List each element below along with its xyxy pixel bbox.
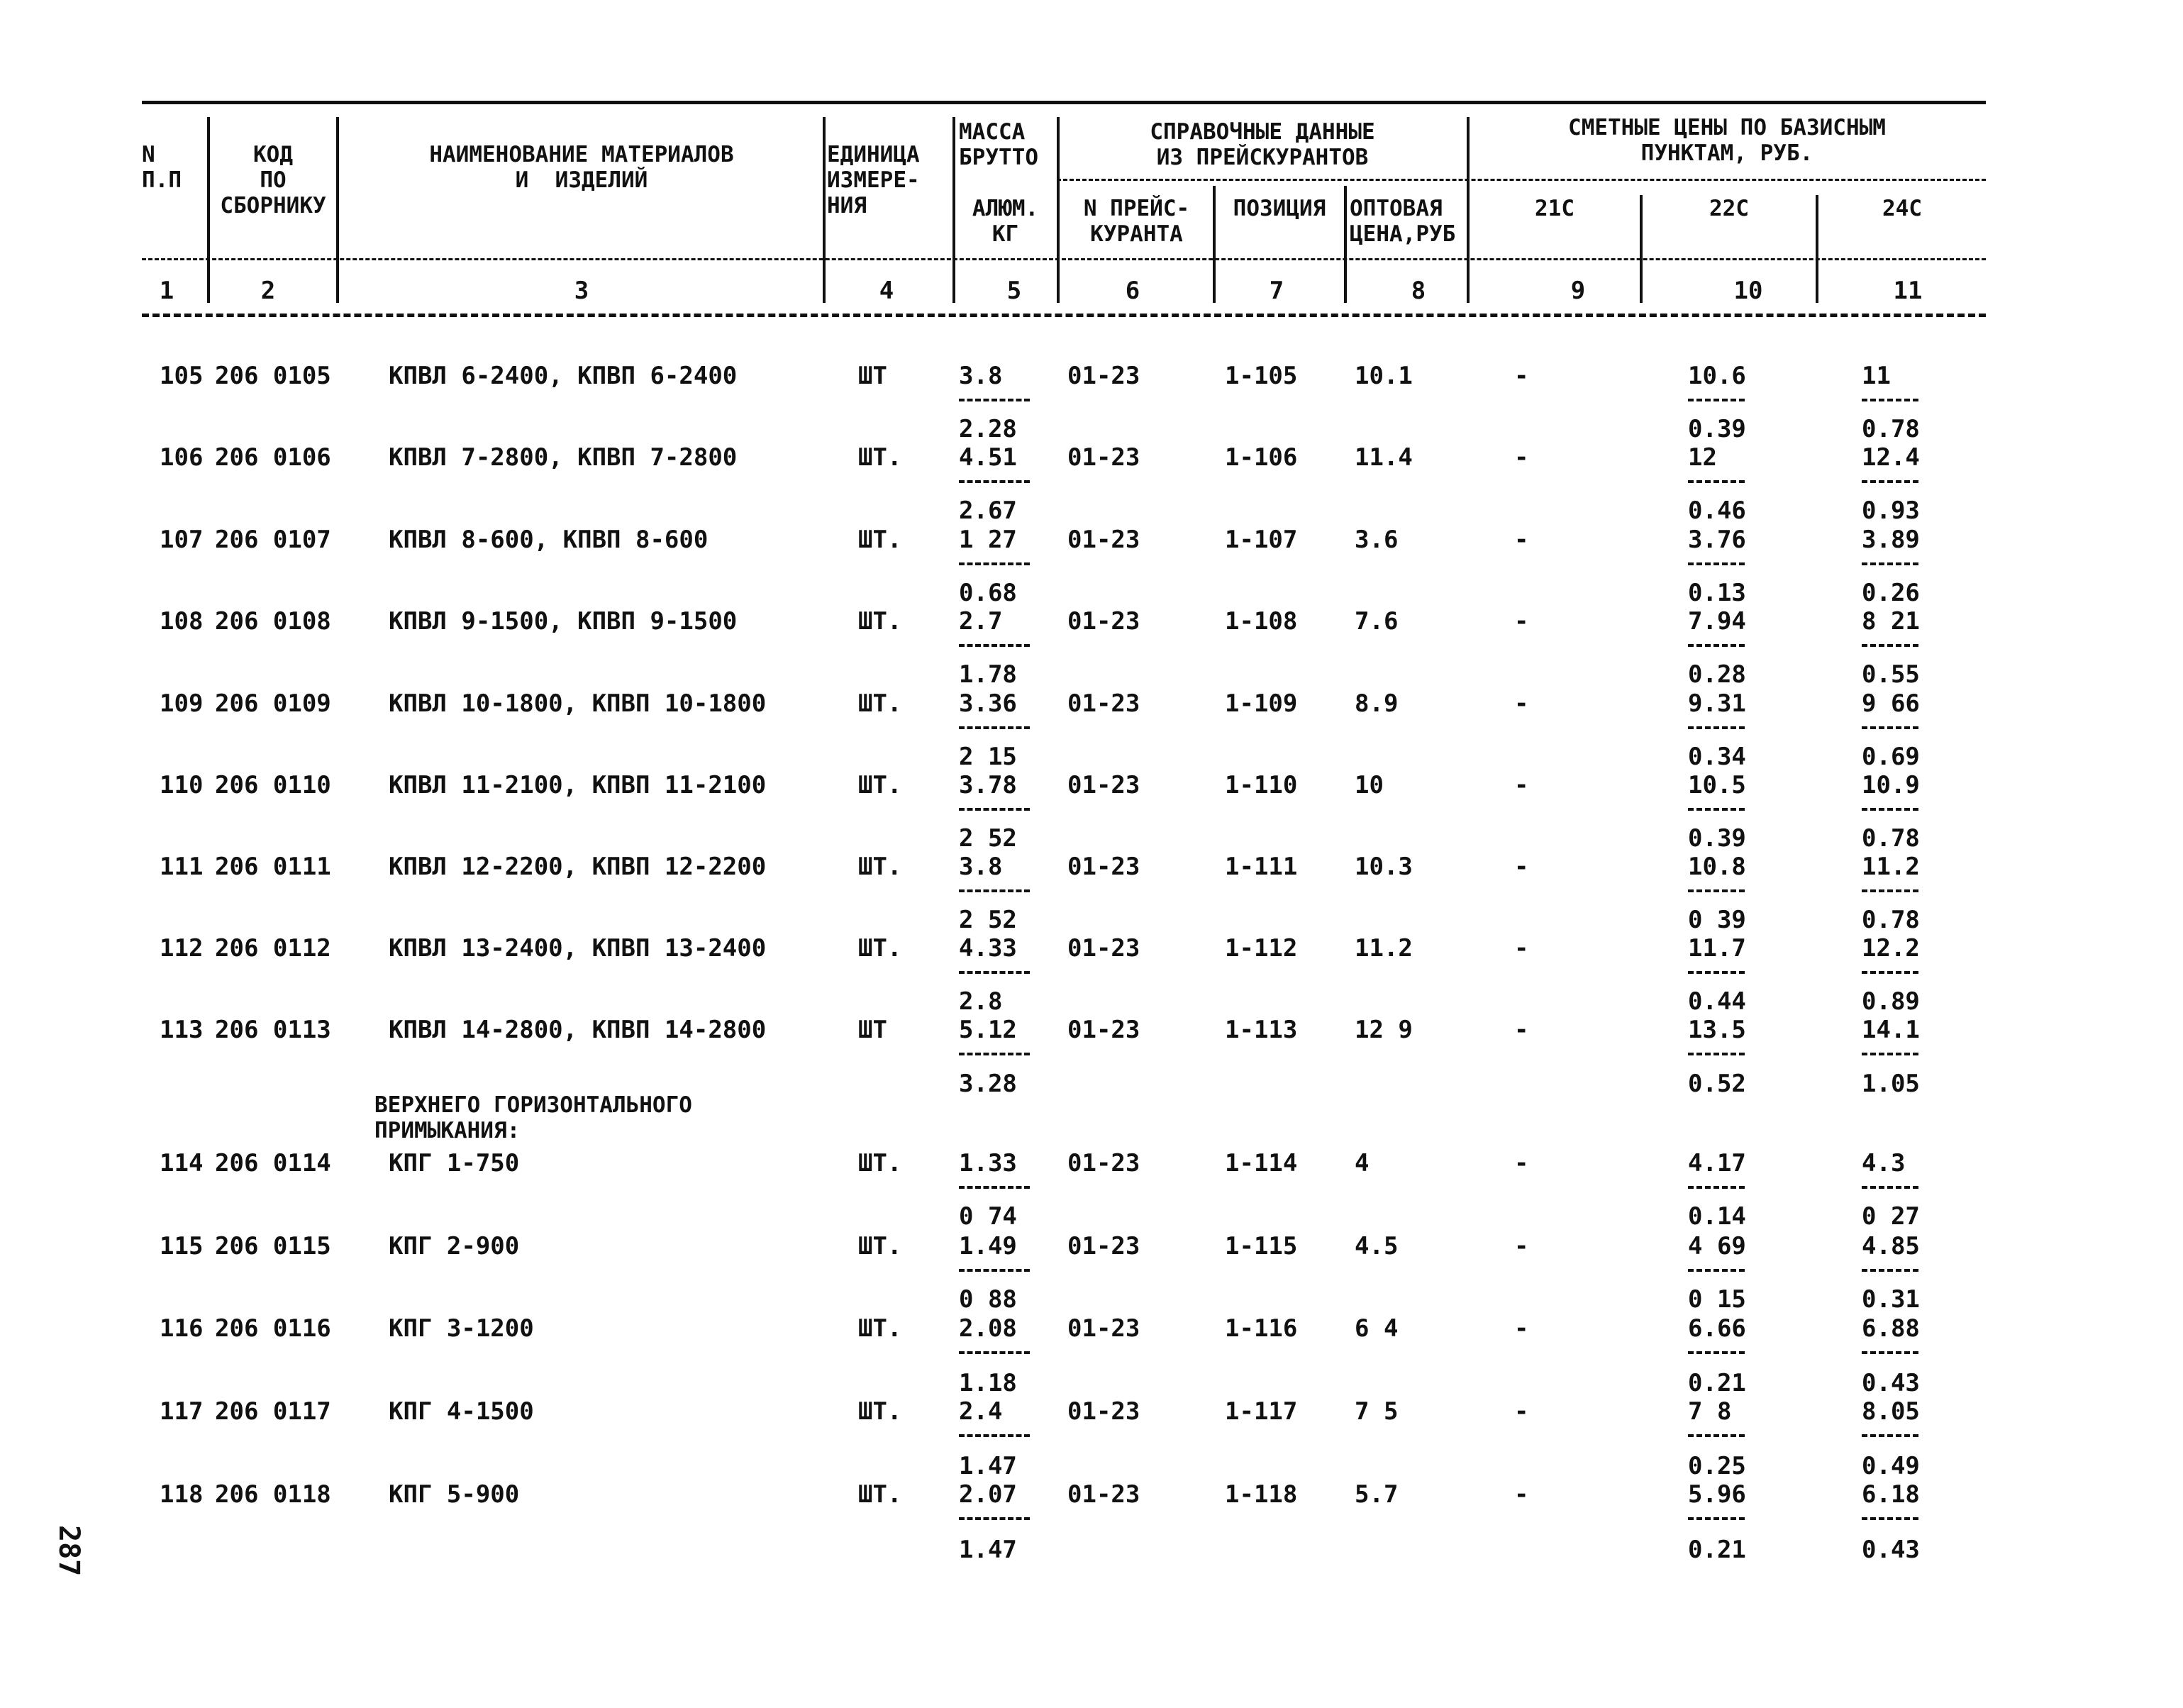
row-code: 206 0108 — [215, 607, 331, 636]
row-code: 206 0112 — [215, 934, 331, 963]
fraction-divider — [1688, 889, 1745, 892]
row-unit: ШТ. — [858, 526, 902, 554]
row-price-22c: 4 69 — [1688, 1232, 1746, 1260]
header-divider — [336, 117, 339, 303]
row-mass: 1.33 — [959, 1149, 1017, 1177]
row-wholesale-price: 11.2 — [1355, 934, 1413, 963]
row-price-21c: - — [1514, 1149, 1529, 1177]
header-group-prices: СМЕТНЫЕ ЦЕНЫ ПО БАЗИСНЫМ ПУНКТАМ, РУБ. — [1568, 115, 1886, 166]
sub-price-24c: 1.05 — [1862, 1070, 1920, 1098]
section-title: ВЕРХНЕГО ГОРИЗОНТАЛЬНОГО ПРИМЫКАНИЯ: — [374, 1092, 692, 1143]
fraction-divider — [1862, 1351, 1918, 1354]
row-price-list: 01-23 — [1067, 934, 1140, 963]
fraction-divider — [1862, 562, 1918, 565]
sub-price-22c: 0.34 — [1688, 743, 1746, 771]
row-mass: 1 27 — [959, 526, 1017, 554]
fraction-divider — [1862, 480, 1918, 483]
row-code: 206 0116 — [215, 1314, 331, 1343]
row-unit: ШТ. — [858, 853, 902, 881]
fraction-divider — [959, 644, 1030, 647]
row-mass: 1.49 — [959, 1232, 1017, 1260]
fraction-divider — [1862, 644, 1918, 647]
row-number: 115 — [160, 1232, 204, 1260]
row-number: 108 — [160, 607, 204, 636]
column-number: 7 — [1269, 277, 1284, 305]
row-price-list: 01-23 — [1067, 526, 1140, 554]
header-col-unit: ЕДИНИЦА ИЗМЕРЕ- НИЯ — [827, 142, 920, 218]
fraction-divider — [959, 399, 1030, 401]
row-material-name: КПГ 4-1500 — [389, 1397, 534, 1426]
row-number: 106 — [160, 443, 204, 472]
row-price-22c: 3.76 — [1688, 526, 1746, 554]
fraction-divider — [1688, 726, 1745, 729]
sub-mass: 0.68 — [959, 579, 1017, 607]
row-mass: 2.7 — [959, 607, 1003, 636]
row-number: 118 — [160, 1480, 204, 1509]
row-mass: 2.4 — [959, 1397, 1003, 1426]
sub-price-22c: 0 15 — [1688, 1285, 1746, 1314]
fraction-divider — [959, 1434, 1030, 1437]
sub-price-22c: 0.39 — [1688, 415, 1746, 443]
row-price-list: 01-23 — [1067, 1016, 1140, 1044]
sub-mass: 2.67 — [959, 497, 1017, 525]
row-price-22c: 7.94 — [1688, 607, 1746, 636]
row-mass: 3.8 — [959, 362, 1003, 390]
row-material-name: КПГ 2-900 — [389, 1232, 520, 1260]
fraction-divider — [959, 1351, 1030, 1354]
sub-price-24c: 0.78 — [1862, 824, 1920, 853]
row-price-24c: 4.85 — [1862, 1232, 1920, 1260]
header-col-position: ПОЗИЦИЯ — [1233, 196, 1326, 221]
row-price-24c: 12.2 — [1862, 934, 1920, 963]
row-number: 109 — [160, 689, 204, 718]
row-price-22c: 10.6 — [1688, 362, 1746, 390]
row-unit: ШТ. — [858, 1149, 902, 1177]
row-number: 111 — [160, 853, 204, 881]
row-price-24c: 14.1 — [1862, 1016, 1920, 1044]
sub-price-22c: 0.21 — [1688, 1369, 1746, 1397]
row-wholesale-price: 6 4 — [1355, 1314, 1399, 1343]
row-wholesale-price: 11.4 — [1355, 443, 1413, 472]
sub-mass: 1.78 — [959, 660, 1017, 689]
row-number: 112 — [160, 934, 204, 963]
row-price-list: 01-23 — [1067, 689, 1140, 718]
row-number: 116 — [160, 1314, 204, 1343]
sub-mass: 1.47 — [959, 1452, 1017, 1480]
row-price-21c: - — [1514, 526, 1529, 554]
fraction-divider — [959, 726, 1030, 729]
row-code: 206 0105 — [215, 362, 331, 390]
row-material-name: КПВЛ 12-2200, КПВП 12-2200 — [389, 853, 767, 881]
fraction-divider — [1862, 399, 1918, 401]
sub-price-24c: 0.49 — [1862, 1452, 1920, 1480]
row-wholesale-price: 5.7 — [1355, 1480, 1399, 1509]
row-unit: ШТ. — [858, 1232, 902, 1260]
row-price-list: 01-23 — [1067, 1397, 1140, 1426]
row-unit: ШТ. — [858, 607, 902, 636]
row-unit: ШТ. — [858, 1480, 902, 1509]
row-price-21c: - — [1514, 1314, 1529, 1343]
header-col-mass-alum: АЛЮМ. КГ — [972, 196, 1039, 247]
row-price-22c: 4.17 — [1688, 1149, 1746, 1177]
row-number: 105 — [160, 362, 204, 390]
row-unit: ШТ. — [858, 934, 902, 963]
fraction-divider — [1688, 1053, 1745, 1055]
row-price-24c: 11.2 — [1862, 853, 1920, 881]
row-price-21c: - — [1514, 607, 1529, 636]
row-material-name: КПГ 5-900 — [389, 1480, 520, 1509]
row-mass: 4.51 — [959, 443, 1017, 472]
sub-price-22c: 0.44 — [1688, 987, 1746, 1016]
row-price-24c: 11 — [1862, 362, 1891, 390]
row-position: 1-109 — [1225, 689, 1298, 718]
header-divider — [1057, 117, 1060, 303]
column-number: 8 — [1411, 277, 1426, 305]
row-unit: ШТ — [858, 362, 887, 390]
row-wholesale-price: 3.6 — [1355, 526, 1399, 554]
fraction-divider — [1862, 1186, 1918, 1189]
row-unit: ШТ. — [858, 689, 902, 718]
row-number: 110 — [160, 771, 204, 799]
row-price-24c: 10.9 — [1862, 771, 1920, 799]
row-code: 206 0115 — [215, 1232, 331, 1260]
sub-price-22c: 0.25 — [1688, 1452, 1746, 1480]
row-price-21c: - — [1514, 362, 1529, 390]
column-number: 5 — [1006, 277, 1022, 305]
row-position: 1-116 — [1225, 1314, 1298, 1343]
sub-mass: 2 15 — [959, 743, 1017, 771]
row-price-24c: 6.18 — [1862, 1480, 1920, 1509]
row-price-21c: - — [1514, 853, 1529, 881]
header-col-mass: МАССА БРУТТО — [959, 119, 1038, 170]
fraction-divider — [1688, 480, 1745, 483]
row-mass: 3.36 — [959, 689, 1017, 718]
fraction-divider — [1862, 1434, 1918, 1437]
row-number: 114 — [160, 1149, 204, 1177]
row-number: 107 — [160, 526, 204, 554]
sub-price-24c: 0.93 — [1862, 497, 1920, 525]
header-divider — [823, 117, 826, 303]
row-price-24c: 9 66 — [1862, 689, 1920, 718]
row-wholesale-price: 10.1 — [1355, 362, 1413, 390]
row-price-24c: 8 21 — [1862, 607, 1920, 636]
row-price-22c: 6.66 — [1688, 1314, 1746, 1343]
row-mass: 3.8 — [959, 853, 1003, 881]
row-price-list: 01-23 — [1067, 607, 1140, 636]
header-top-rule — [142, 101, 1986, 104]
row-position: 1-117 — [1225, 1397, 1298, 1426]
sub-price-24c: 0.69 — [1862, 743, 1920, 771]
header-col-22c: 22С — [1709, 196, 1749, 221]
fraction-divider — [959, 808, 1030, 811]
row-mass: 2.07 — [959, 1480, 1017, 1509]
header-divider — [1344, 186, 1347, 303]
header-col-number: N П.П — [142, 142, 182, 193]
row-wholesale-price: 7.6 — [1355, 607, 1399, 636]
sub-price-24c: 0.43 — [1862, 1369, 1920, 1397]
row-wholesale-price: 4 — [1355, 1149, 1370, 1177]
row-material-name: КПГ 3-1200 — [389, 1314, 534, 1343]
sub-mass: 2.28 — [959, 415, 1017, 443]
row-code: 206 0114 — [215, 1149, 331, 1177]
row-price-list: 01-23 — [1067, 853, 1140, 881]
row-price-22c: 10.8 — [1688, 853, 1746, 881]
sub-mass: 0 88 — [959, 1285, 1017, 1314]
sub-mass: 2.8 — [959, 987, 1003, 1016]
row-price-22c: 13.5 — [1688, 1016, 1746, 1044]
row-code: 206 0118 — [215, 1480, 331, 1509]
row-price-list: 01-23 — [1067, 1480, 1140, 1509]
column-number: 1 — [159, 277, 174, 305]
sub-price-22c: 0 39 — [1688, 906, 1746, 934]
header-group-reference: СПРАВОЧНЫЕ ДАННЫЕ ИЗ ПРЕЙСКУРАНТОВ — [1150, 119, 1375, 170]
row-code: 206 0109 — [215, 689, 331, 718]
row-price-list: 01-23 — [1067, 1149, 1140, 1177]
row-price-21c: - — [1514, 1397, 1529, 1426]
column-number: 3 — [574, 277, 589, 305]
fraction-divider — [1862, 889, 1918, 892]
row-mass: 4.33 — [959, 934, 1017, 963]
fraction-divider — [959, 1053, 1030, 1055]
fraction-divider — [959, 562, 1030, 565]
fraction-divider — [1688, 971, 1745, 974]
sub-price-24c: 0.31 — [1862, 1285, 1920, 1314]
row-wholesale-price: 8.9 — [1355, 689, 1399, 718]
row-position: 1-106 — [1225, 443, 1298, 472]
column-number: 4 — [879, 277, 894, 305]
fraction-divider — [1688, 644, 1745, 647]
sub-price-24c: 0.55 — [1862, 660, 1920, 689]
row-mass: 2.08 — [959, 1314, 1017, 1343]
row-position: 1-118 — [1225, 1480, 1298, 1509]
header-colnum-top-rule — [142, 258, 1986, 260]
row-price-21c: - — [1514, 443, 1529, 472]
row-number: 117 — [160, 1397, 204, 1426]
column-number: 11 — [1893, 277, 1923, 305]
row-price-list: 01-23 — [1067, 1232, 1140, 1260]
row-wholesale-price: 10 — [1355, 771, 1384, 799]
row-material-name: КПВЛ 14-2800, КПВП 14-2800 — [389, 1016, 767, 1044]
column-number: 2 — [260, 277, 276, 305]
row-price-21c: - — [1514, 689, 1529, 718]
fraction-divider — [1862, 1269, 1918, 1272]
row-material-name: КПВЛ 8-600, КПВП 8-600 — [389, 526, 709, 554]
sub-price-24c: 0.89 — [1862, 987, 1920, 1016]
fraction-divider — [1862, 726, 1918, 729]
row-position: 1-115 — [1225, 1232, 1298, 1260]
row-material-name: КПВЛ 6-2400, КПВП 6-2400 — [389, 362, 738, 390]
row-wholesale-price: 4.5 — [1355, 1232, 1399, 1260]
row-material-name: КПВЛ 11-2100, КПВП 11-2100 — [389, 771, 767, 799]
fraction-divider — [1688, 1186, 1745, 1189]
header-col-code: КОД ПО СБОРНИКУ — [220, 142, 326, 218]
column-number: 6 — [1125, 277, 1140, 305]
fraction-divider — [1688, 1351, 1745, 1354]
row-position: 1-107 — [1225, 526, 1298, 554]
row-price-21c: - — [1514, 1232, 1529, 1260]
row-price-list: 01-23 — [1067, 443, 1140, 472]
row-mass: 3.78 — [959, 771, 1017, 799]
fraction-divider — [1688, 1269, 1745, 1272]
sub-price-24c: 0.78 — [1862, 906, 1920, 934]
fraction-divider — [1862, 1517, 1918, 1520]
row-price-24c: 12.4 — [1862, 443, 1920, 472]
fraction-divider — [1862, 1053, 1918, 1055]
fraction-divider — [959, 1186, 1030, 1189]
fraction-divider — [1688, 1517, 1745, 1520]
row-position: 1-108 — [1225, 607, 1298, 636]
row-unit: ШТ. — [858, 1397, 902, 1426]
sub-price-22c: 0.13 — [1688, 579, 1746, 607]
sub-price-22c: 0.21 — [1688, 1536, 1746, 1564]
sub-price-24c: 0 27 — [1862, 1202, 1920, 1231]
column-number: 9 — [1570, 277, 1586, 305]
fraction-divider — [1688, 562, 1745, 565]
fraction-divider — [1688, 1434, 1745, 1437]
row-price-list: 01-23 — [1067, 362, 1140, 390]
row-price-22c: 7 8 — [1688, 1397, 1732, 1426]
fraction-divider — [1862, 971, 1918, 974]
row-material-name: КПВЛ 13-2400, КПВП 13-2400 — [389, 934, 767, 963]
row-mass: 5.12 — [959, 1016, 1017, 1044]
sub-price-22c: 0.39 — [1688, 824, 1746, 853]
row-wholesale-price: 12 9 — [1355, 1016, 1413, 1044]
sub-price-22c: 0.52 — [1688, 1070, 1746, 1098]
row-price-22c: 11.7 — [1688, 934, 1746, 963]
row-position: 1-113 — [1225, 1016, 1298, 1044]
row-price-21c: - — [1514, 1016, 1529, 1044]
header-divider — [207, 117, 210, 303]
row-price-22c: 9.31 — [1688, 689, 1746, 718]
row-price-24c: 6.88 — [1862, 1314, 1920, 1343]
row-price-21c: - — [1514, 771, 1529, 799]
fraction-divider — [959, 889, 1030, 892]
row-price-22c: 10.5 — [1688, 771, 1746, 799]
row-wholesale-price: 7 5 — [1355, 1397, 1399, 1426]
header-mid-rule — [1057, 179, 1986, 181]
row-unit: ШТ — [858, 1016, 887, 1044]
sub-price-24c: 0.78 — [1862, 415, 1920, 443]
fraction-divider — [959, 971, 1030, 974]
row-unit: ШТ. — [858, 1314, 902, 1343]
row-wholesale-price: 10.3 — [1355, 853, 1413, 881]
row-code: 206 0111 — [215, 853, 331, 881]
page-number: 287 — [52, 1525, 85, 1577]
row-code: 206 0113 — [215, 1016, 331, 1044]
row-price-22c: 12 — [1688, 443, 1717, 472]
fraction-divider — [1688, 399, 1745, 401]
row-position: 1-114 — [1225, 1149, 1298, 1177]
row-position: 1-112 — [1225, 934, 1298, 963]
sub-mass: 2 52 — [959, 906, 1017, 934]
row-material-name: КПГ 1-750 — [389, 1149, 520, 1177]
row-material-name: КПВЛ 7-2800, КПВП 7-2800 — [389, 443, 738, 472]
header-bottom-rule — [142, 314, 1986, 317]
row-price-list: 01-23 — [1067, 771, 1140, 799]
row-number: 113 — [160, 1016, 204, 1044]
row-position: 1-111 — [1225, 853, 1298, 881]
fraction-divider — [959, 480, 1030, 483]
row-unit: ШТ. — [858, 443, 902, 472]
row-price-21c: - — [1514, 934, 1529, 963]
fraction-divider — [959, 1517, 1030, 1520]
row-code: 206 0110 — [215, 771, 331, 799]
row-unit: ШТ. — [858, 771, 902, 799]
sub-mass: 1.18 — [959, 1369, 1017, 1397]
row-material-name: КПВЛ 10-1800, КПВП 10-1800 — [389, 689, 767, 718]
header-col-21c: 21С — [1535, 196, 1574, 221]
header-col-price-list: N ПРЕЙС- КУРАНТА — [1083, 196, 1190, 247]
row-price-24c: 3.89 — [1862, 526, 1920, 554]
row-position: 1-110 — [1225, 771, 1298, 799]
fraction-divider — [959, 1269, 1030, 1272]
row-code: 206 0117 — [215, 1397, 331, 1426]
row-position: 1-105 — [1225, 362, 1298, 390]
row-price-list: 01-23 — [1067, 1314, 1140, 1343]
fraction-divider — [1862, 808, 1918, 811]
column-number: 10 — [1733, 277, 1763, 305]
header-col-name: НАИМЕНОВАНИЕ МАТЕРИАЛОВ И ИЗДЕЛИЙ — [429, 142, 734, 193]
sub-price-22c: 0.46 — [1688, 497, 1746, 525]
header-col-wholesale: ОПТОВАЯ ЦЕНА,РУБ — [1350, 196, 1456, 247]
row-price-24c: 4.3 — [1862, 1149, 1906, 1177]
sub-price-24c: 0.43 — [1862, 1536, 1920, 1564]
sub-price-22c: 0.14 — [1688, 1202, 1746, 1231]
sub-mass: 1.47 — [959, 1536, 1017, 1564]
sub-mass: 2 52 — [959, 824, 1017, 853]
row-price-22c: 5.96 — [1688, 1480, 1746, 1509]
sub-mass: 3.28 — [959, 1070, 1017, 1098]
sub-price-24c: 0.26 — [1862, 579, 1920, 607]
header-col-24c: 24С — [1882, 196, 1922, 221]
row-price-21c: - — [1514, 1480, 1529, 1509]
sub-price-22c: 0.28 — [1688, 660, 1746, 689]
row-code: 206 0106 — [215, 443, 331, 472]
row-material-name: КПВЛ 9-1500, КПВП 9-1500 — [389, 607, 738, 636]
fraction-divider — [1688, 808, 1745, 811]
sub-mass: 0 74 — [959, 1202, 1017, 1231]
row-price-24c: 8.05 — [1862, 1397, 1920, 1426]
row-code: 206 0107 — [215, 526, 331, 554]
